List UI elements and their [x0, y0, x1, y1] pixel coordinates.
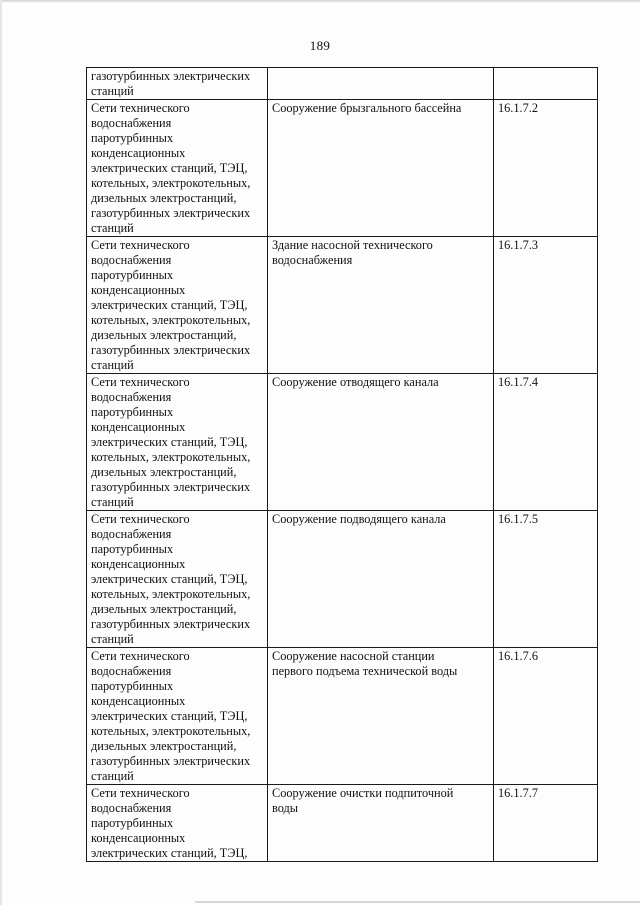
object-type-line: газотурбинных электрических — [91, 206, 251, 220]
code-cell — [494, 237, 598, 374]
object-type-line: водоснабжения — [91, 527, 172, 541]
object-name-cell — [268, 511, 494, 648]
object-type-line: газотурбинных электрических — [91, 754, 251, 768]
object-type-line: дизельных электростанций, — [91, 739, 237, 753]
object-type-line: водоснабжения — [91, 801, 172, 815]
object-type-line: котельных, электрокотельных, — [91, 176, 251, 190]
object-type-cell — [87, 785, 268, 862]
object-name-line: первого подъема технической воды — [272, 664, 458, 678]
object-type-line: газотурбинных электрических — [91, 343, 251, 357]
object-type-line: газотурбинных электрических — [91, 617, 251, 631]
object-type-cell — [87, 374, 268, 511]
object-type-line: водоснабжения — [91, 664, 172, 678]
object-type-line: станций — [91, 221, 134, 235]
object-type-line: газотурбинных электрических — [91, 480, 251, 494]
table-body — [87, 68, 598, 862]
table-row — [87, 785, 598, 862]
object-name-line: воды — [272, 801, 299, 815]
object-type-line: паротурбинных — [91, 405, 174, 419]
table-row — [87, 511, 598, 648]
object-type-line: электрических станций, ТЭЦ, — [91, 435, 248, 449]
object-type-line: паротурбинных — [91, 542, 174, 556]
object-type-line: котельных, электрокотельных, — [91, 450, 251, 464]
object-type-line: станций — [91, 495, 134, 509]
object-type-line: конденсационных — [91, 557, 186, 571]
object-type-line: котельных, электрокотельных, — [91, 724, 251, 738]
object-type-line: конденсационных — [91, 694, 186, 708]
object-type-line: дизельных электростанций, — [91, 602, 237, 616]
table-row — [87, 68, 598, 100]
object-name-line: Сооружение брызгального бассейна — [272, 101, 462, 115]
object-type-line: электрических станций, ТЭЦ, — [91, 298, 248, 312]
object-name-line: водоснабжения — [272, 253, 353, 267]
object-name-cell — [268, 785, 494, 862]
table-row — [87, 100, 598, 237]
object-type-line: станций — [91, 632, 134, 646]
object-type-line: конденсационных — [91, 146, 186, 160]
object-name-line: Здание насосной технического — [272, 238, 433, 252]
classification-table — [86, 67, 598, 862]
classification-code: 16.1.7.2 — [498, 101, 538, 115]
object-type-cell — [87, 237, 268, 374]
object-name-cell — [268, 648, 494, 785]
object-name-cell — [268, 374, 494, 511]
object-type-line: котельных, электрокотельных, — [91, 587, 251, 601]
object-type-line: конденсационных — [91, 420, 186, 434]
table-row — [87, 648, 598, 785]
classification-code: 16.1.7.7 — [498, 786, 538, 800]
classification-code: 16.1.7.6 — [498, 649, 538, 663]
object-name-line: Сооружение подводящего канала — [272, 512, 446, 526]
code-cell — [494, 100, 598, 237]
object-name-line: Сооружение отводящего канала — [272, 375, 439, 389]
code-cell — [494, 68, 598, 100]
object-type-cell — [87, 68, 268, 100]
object-type-line: электрических станций, ТЭЦ, — [91, 161, 248, 175]
object-type-line: Сети технического — [91, 238, 190, 252]
object-name-cell — [268, 100, 494, 237]
object-type-line: станций — [91, 358, 134, 372]
object-type-line: Сети технического — [91, 786, 190, 800]
scan-edge-bottom — [195, 901, 640, 903]
page-number: 189 — [309, 38, 331, 53]
object-type-line: паротурбинных — [91, 131, 174, 145]
object-type-line: паротурбинных — [91, 679, 174, 693]
object-type-line: конденсационных — [91, 283, 186, 297]
object-type-line: Сети технического — [91, 649, 190, 663]
object-type-line: дизельных электростанций, — [91, 465, 237, 479]
table-row — [87, 237, 598, 374]
table-row — [87, 374, 598, 511]
object-type-cell — [87, 511, 268, 648]
object-type-line: водоснабжения — [91, 390, 172, 404]
code-cell — [494, 511, 598, 648]
object-type-line: газотурбинных электрических — [91, 69, 251, 83]
object-type-line: Сети технического — [91, 101, 190, 115]
object-type-line: водоснабжения — [91, 253, 172, 267]
object-type-cell — [87, 648, 268, 785]
object-type-line: водоснабжения — [91, 116, 172, 130]
object-type-line: дизельных электростанций, — [91, 328, 237, 342]
code-cell — [494, 648, 598, 785]
classification-code: 16.1.7.4 — [498, 375, 538, 389]
object-type-line: паротурбинных — [91, 268, 174, 282]
object-type-line: станций — [91, 769, 134, 783]
object-type-line: конденсационных — [91, 831, 186, 845]
object-type-line: Сети технического — [91, 375, 190, 389]
object-type-line: дизельных электростанций, — [91, 191, 237, 205]
object-name-cell — [268, 68, 494, 100]
object-type-line: электрических станций, ТЭЦ, — [91, 846, 248, 860]
object-name-line: Сооружение насосной станции — [272, 649, 435, 663]
code-cell — [494, 785, 598, 862]
object-name-cell — [268, 237, 494, 374]
object-name-line: Сооружение очистки подпиточной — [272, 786, 454, 800]
object-type-cell — [87, 100, 268, 237]
classification-code: 16.1.7.3 — [498, 238, 538, 252]
object-type-line: котельных, электрокотельных, — [91, 313, 251, 327]
classification-code: 16.1.7.5 — [498, 512, 538, 526]
object-type-line: паротурбинных — [91, 816, 174, 830]
object-type-line: станций — [91, 84, 134, 98]
object-type-line: Сети технического — [91, 512, 190, 526]
scan-edge-left — [0, 0, 2, 905]
object-type-line: электрических станций, ТЭЦ, — [91, 572, 248, 586]
code-cell — [494, 374, 598, 511]
scan-edge-top — [0, 0, 640, 3]
object-type-line: электрических станций, ТЭЦ, — [91, 709, 248, 723]
